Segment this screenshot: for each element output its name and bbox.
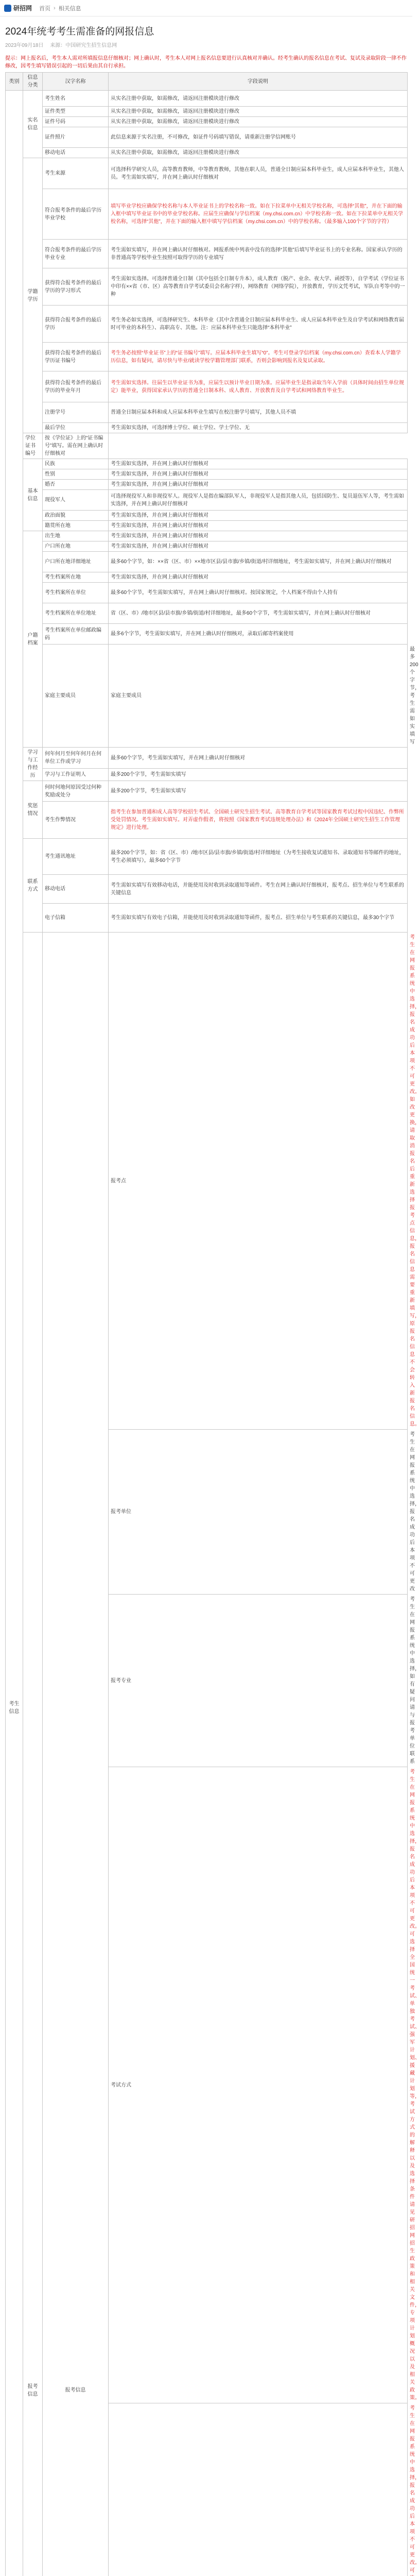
- table-cell: 考生需如实选择，并在网上确认时仔细核对: [109, 531, 408, 541]
- table-cell: 符合报考条件的最后学历毕业学校: [43, 189, 109, 240]
- table-row: 报考专业 考生在网报系统中选择，如有疑问请与报考单位联系: [6, 1595, 408, 1767]
- table-cell: 符合报考条件的最后学历毕业专业: [43, 240, 109, 268]
- table-cell: 婚否: [43, 480, 109, 490]
- table-cell: 考生需如实填写，并在网上确认时仔细核对。网报系统中列表中没有的选择“其他”后填写毕业证书上的专业名称。国家承认学历的非普通高等学校毕业生按照可取得学历的专业填写: [109, 240, 408, 268]
- table-cell: 学位证书编号: [23, 433, 43, 459]
- info-table: [5, 72, 408, 2576]
- table-row: [6, 603, 408, 624]
- table-cell: 从实名注册中获取，如需修改，请返回注册模块进行修改: [109, 148, 408, 158]
- table-cell: 报考信息: [43, 933, 109, 2576]
- table-cell: 考生来源: [43, 158, 109, 189]
- table-cell: 按《学位证》上的“证书编号”填写。需在网上确认时仔细核对: [43, 433, 109, 459]
- table-cell: 可选择科学研究人员，高等教育教师，中等教育教师，其他在职人员，普通全日制应届本科毕业生，成人应届本科毕业生，其他人员。考生需如实填写，并在网上确认时仔细核对: [109, 158, 408, 189]
- table-row: [6, 839, 408, 875]
- breadcrumb-current[interactable]: 相关信息: [59, 4, 81, 12]
- page-title: 2024年统考考生需准备的网报信息: [5, 24, 407, 38]
- breadcrumb-separator: ›: [54, 5, 56, 11]
- table-row: [6, 904, 408, 933]
- table-cell: 学习与工作经历: [23, 748, 43, 781]
- table-cell: 最多200个字节，考生需如实填写: [109, 769, 408, 781]
- table-cell: 考生档案所在地: [43, 572, 109, 583]
- table-cell: 移动电话: [43, 148, 109, 158]
- table-cell: 户籍档案: [23, 531, 43, 748]
- table-row: [6, 91, 408, 107]
- table-cell: 报考点: [109, 933, 408, 1430]
- table-row: [6, 423, 408, 433]
- site-logo[interactable]: 研招网: [4, 4, 32, 12]
- table-cell: 最多60个字节，考生需如实填写，并在网上确认时仔细核对: [109, 748, 408, 769]
- table-cell: 户口所在地: [43, 541, 109, 552]
- table-cell: 户口所在地详细地址: [43, 552, 109, 572]
- table-row: [6, 875, 408, 904]
- table-cell: 政治面貌: [43, 511, 109, 521]
- table-cell: 指考生在参加普通和成人高等学校招生考试、全国硕士研究生招生考试、高等教育自学考试等国家教育考试过程中因违纪、作弊所受处罚情况。考生需如实填写。对弄虚作假者，将按照《国家教育考试违规处理办法》和《2024年全国硕士研究生招生工作管理规定》进行处理。: [109, 802, 408, 839]
- table-cell: 出生地: [43, 531, 109, 541]
- table-row: [6, 781, 408, 802]
- table-header-row: [6, 73, 408, 91]
- table-cell: 性别: [43, 469, 109, 480]
- table-cell: 考生需如实选择，并在网上确认时仔细核对: [109, 459, 408, 469]
- table-cell: 家庭主要成员: [43, 645, 109, 748]
- table-row: [6, 107, 408, 117]
- table-row: [6, 552, 408, 572]
- table-cell: 考试方式: [109, 1767, 408, 2403]
- breadcrumb-home[interactable]: 首页: [39, 4, 50, 12]
- article-source: 来源：中国研究生招生信息网: [50, 43, 117, 48]
- table-cell: 基本信息: [23, 459, 43, 531]
- table-row: 报考单位 考生在网报系统中选择，报名成功后本项不可更改: [6, 1430, 408, 1595]
- header-field-name: 汉字名称: [43, 73, 109, 91]
- table-body: [6, 91, 408, 2576]
- table-row: 考试方式 考生在网报系统中选择，报名成功后本项不可更改。可选择全国统一考试、单独考试、强军计划、援藏计划等，考试方式的解释以及选择条件请见研招网招生政策和相关文件，专项计划概况以及相关政策。: [6, 1767, 408, 2403]
- header-group: 信息分类: [23, 73, 43, 91]
- publish-date: 2023年09月18日: [5, 43, 44, 48]
- article-meta: [5, 41, 407, 48]
- table-cell: 普通全日制应届本科和成人应届本科毕业生填写在校注册学号填写，其他人员不填: [109, 402, 408, 423]
- table-cell: 注册学号: [43, 402, 109, 423]
- table-cell: 从实名注册中获取，如需修改，请返回注册模块进行修改: [109, 117, 408, 127]
- table-cell: 最多60个字节，如：××省（区、市）××地市区县/县市旗/乡镇/街道/村详细地址，考生需如实填写，并在网上确认时仔细核对: [109, 552, 408, 572]
- table-cell: 获得符合报考条件的最后学历的学习形式: [43, 268, 109, 306]
- table-row: [6, 127, 408, 148]
- table-cell: 学籍学历: [23, 158, 43, 433]
- table-row: [6, 511, 408, 521]
- table-cell: 从实名注册中获取，如需修改，请返回注册模块进行修改: [109, 91, 408, 107]
- table-cell: 报考信息: [23, 933, 43, 2576]
- table-cell: 家庭主要成员: [109, 645, 408, 748]
- table-row: [6, 433, 408, 459]
- table-cell: 考生需如实选择，并在网上确认时仔细核对: [109, 572, 408, 583]
- table-cell: 考生务必按照“毕业证书”上的“证书编号”填写。应届本科毕业生填写“0”。考生可登录学信档案（my.chsi.com.cn）查看本人学籍学历信息，如有疑问，请尽快与毕业/就读学校学籍管理部门联系，否则会影响到报名及复试录取。: [109, 343, 408, 371]
- table-cell: 考生需如实选择，并在网上确认时仔细核对: [109, 511, 408, 521]
- table-row: [6, 583, 408, 603]
- table-cell: 考生档案所在单位: [43, 583, 109, 603]
- table-row: [6, 268, 408, 306]
- table-row: 报考信息 报考信息 报考点 考生在网报系统中选择，报名成功后本项不可更改。如改更换，请取消报名后重新选择报考点信息，报名信息需要重新填写，原报名信息不会转入新报名信息。: [6, 933, 408, 1430]
- table-row: [6, 117, 408, 127]
- table-cell: 考生需如实选择，并在网上确认时仔细核对: [109, 521, 408, 531]
- table-cell: 从实名注册中获取，如需修改，请返回注册模块进行修改: [109, 107, 408, 117]
- table-cell: 最多200个字节，考生需如实填写: [109, 781, 408, 802]
- table-cell: 获得符合报考条件的最后学历: [43, 306, 109, 343]
- table-cell: 最多6个字节，考生需如实填写，并在网上确认时仔细核对，录取后邮寄档案使用: [109, 624, 408, 645]
- table-cell: 民族: [43, 459, 109, 469]
- table-cell: 报考专业: [109, 1595, 408, 1767]
- table-cell: 何时何地何原因受过何种奖励或处分: [43, 781, 109, 802]
- table-cell: 考生信息: [6, 91, 23, 2576]
- table-row: [6, 189, 408, 240]
- notice-text: 提示：网上报名后，考生本人需对所填报信息仔细核对；网上确认时，考生本人对网上报名信息要进行认真核对并确认。经考生确认的报名信息在考试、复试及录取阶段一律不作修改，因考生填写错误引起的一切后果由其自行承担。: [5, 55, 407, 70]
- table-cell: 证件照片: [43, 127, 109, 148]
- table-cell: 何年何月至何年何月在何单位工作或学习: [43, 748, 109, 769]
- table-cell: 考生通讯地址: [43, 839, 109, 875]
- table-cell: 考生姓名: [43, 91, 109, 107]
- table-row: [6, 343, 408, 371]
- table-cell: 学习与工作证明人: [43, 769, 109, 781]
- table-cell: 可选择现役军人和非现役军人。现役军人是指在编部队军人，非现役军人是指其他人员，包括国防生、复员退伍军人等，考生需如实选择，并在网上确认时仔细核对: [109, 490, 408, 511]
- table-cell: 考生需如实选择，并在网上确认时仔细核对: [109, 469, 408, 480]
- header-description: 字段说明: [109, 73, 408, 91]
- table-row: [6, 402, 408, 423]
- table-row: [6, 459, 408, 469]
- table-cell: 考生务必如实选择，可选择研究生、本科毕业（其中含普通全日制应届本科毕业生、成人应届本科毕业生及自学考试和网络教育届时可毕业的本科生）、高职高专、其他。注：应届本科毕业生只能选择“本科毕业”: [109, 306, 408, 343]
- table-row: [6, 748, 408, 769]
- table-row: [6, 469, 408, 480]
- table-cell: 现役军人: [43, 490, 109, 511]
- table-cell: 考生档案所在单位地址: [43, 603, 109, 624]
- table-cell: 最多60个字节，考生需如实填写，并在网上确认时仔细核对。按国家规定，个人档案不得由个人持有: [109, 583, 408, 603]
- table-row: [6, 531, 408, 541]
- table-cell: 移动电话: [43, 875, 109, 904]
- table-cell: 联系方式: [23, 839, 43, 933]
- table-row: [6, 306, 408, 343]
- header-category: 类别: [6, 73, 23, 91]
- table-cell: 实名信息: [23, 91, 43, 158]
- table-cell: 考生需如实选择。可选择普通全日制（其中包括全日制专升本），成人教育（脱产、业余、夜大学、函授等），自学考试（学位证书中印有××省（市、区）高等教育自学考试委员会名称字样），网络教育（网络学院），开放教育，学历文凭考试，军队自考等中的一种: [109, 268, 408, 306]
- table-row: [6, 521, 408, 531]
- table-cell: 填写毕业学校应确保学校名称与本人毕业证书上的学校名称一致。如在下拉菜单中无相关学校名称，可选择“其他”，并在下面的输入框中填写毕业证书中的毕业学校名称。应届生应确保与学信档案（my.chsi.com.cn）中学校名称一致。如在下拉菜单中无相关学校名称，可选择“其他”，并在下面的输入框中填写学信档案（my.chsi.com.cn）中的学校名称。（最多输入100个字节的字符）: [109, 189, 408, 240]
- table-cell: 省（区、市）/地市区县/县市旗/乡镇/街道/村详细地址，最多60个字节，考生需如实填写，并在网上确认时仔细核对: [109, 603, 408, 624]
- table-row: [6, 240, 408, 268]
- table-row: [6, 769, 408, 781]
- table-cell: 籍贯所在地: [43, 521, 109, 531]
- table-cell: 奖惩情况: [23, 781, 43, 839]
- table-cell: 考生需如实选择，可选择博士学位、硕士学位、学士学位、无: [109, 423, 408, 433]
- table-cell: 考生需如实选择，并在网上确认时仔细核对: [109, 480, 408, 490]
- table-cell: 考生需如实填写有效电子信箱，并能使用及时收到录取通知等函件，报考点、招生单位与考生联系的关键信息，最多30个字节: [109, 904, 408, 933]
- table-cell: 考生需如实填写有效移动电话，并能使用及时收到录取通知等函件。考生在网上确认时仔细核对，报考点、招生单位与考生联系的关键信息: [109, 875, 408, 904]
- table-row: [6, 541, 408, 552]
- table-cell: 电子信箱: [43, 904, 109, 933]
- table-cell: 考生作弊情况: [43, 802, 109, 839]
- table-cell: 报考单位: [109, 1430, 408, 1595]
- table-cell: [109, 2403, 408, 2576]
- table-row: [6, 490, 408, 511]
- table-cell: 此信息来源于实名注册，不可修改，如证件号码填写错误，请重新注册学信网账号: [109, 127, 408, 148]
- table-row: [6, 624, 408, 645]
- table-row: [6, 802, 408, 839]
- table-row: [6, 371, 408, 402]
- table-row: [6, 572, 408, 583]
- table-cell: 最多200个字节，如：省（区、市）/地市区县/县市旗/乡镇/街道/村详细地址（为考生接收复试通知书、录取通知书等邮件的地址，考生必须填写），最多60个字节: [109, 839, 408, 875]
- table-row: [6, 158, 408, 189]
- table-row: [6, 148, 408, 158]
- table-cell: 最后学位: [43, 423, 109, 433]
- table-cell: 证件号码: [43, 117, 109, 127]
- table-cell: 获得符合报考条件的最后学历证书编号: [43, 343, 109, 371]
- table-cell: 考生需如实选择，并在网上确认时仔细核对: [109, 541, 408, 552]
- logo-icon: [4, 5, 11, 12]
- table-row: 家庭主要成员 家庭主要成员 最多200个字节，考生需如实填写: [6, 645, 408, 748]
- top-nav-bar: [0, 0, 412, 16]
- table-cell: 考生需如实选择。往届生以毕业证书为准，应届生以预计毕业日期为准。应届毕业生是指录取当年入学前（具体时间由招生单位规定）能毕业，获得国家承认学历的普通全日制本科、成人教育、开放教育及自学考试和网络教育毕业生。: [109, 371, 408, 402]
- table-cell: 证件类型: [43, 107, 109, 117]
- table-cell: 获得符合报考条件的最后学历的毕业年月: [43, 371, 109, 402]
- table-row: [6, 480, 408, 490]
- table-row: 考生在网报系统中选择，报名成功后本项不可更改。可: [6, 2403, 408, 2576]
- table-cell: 考生档案所在单位邮政编码: [43, 624, 109, 645]
